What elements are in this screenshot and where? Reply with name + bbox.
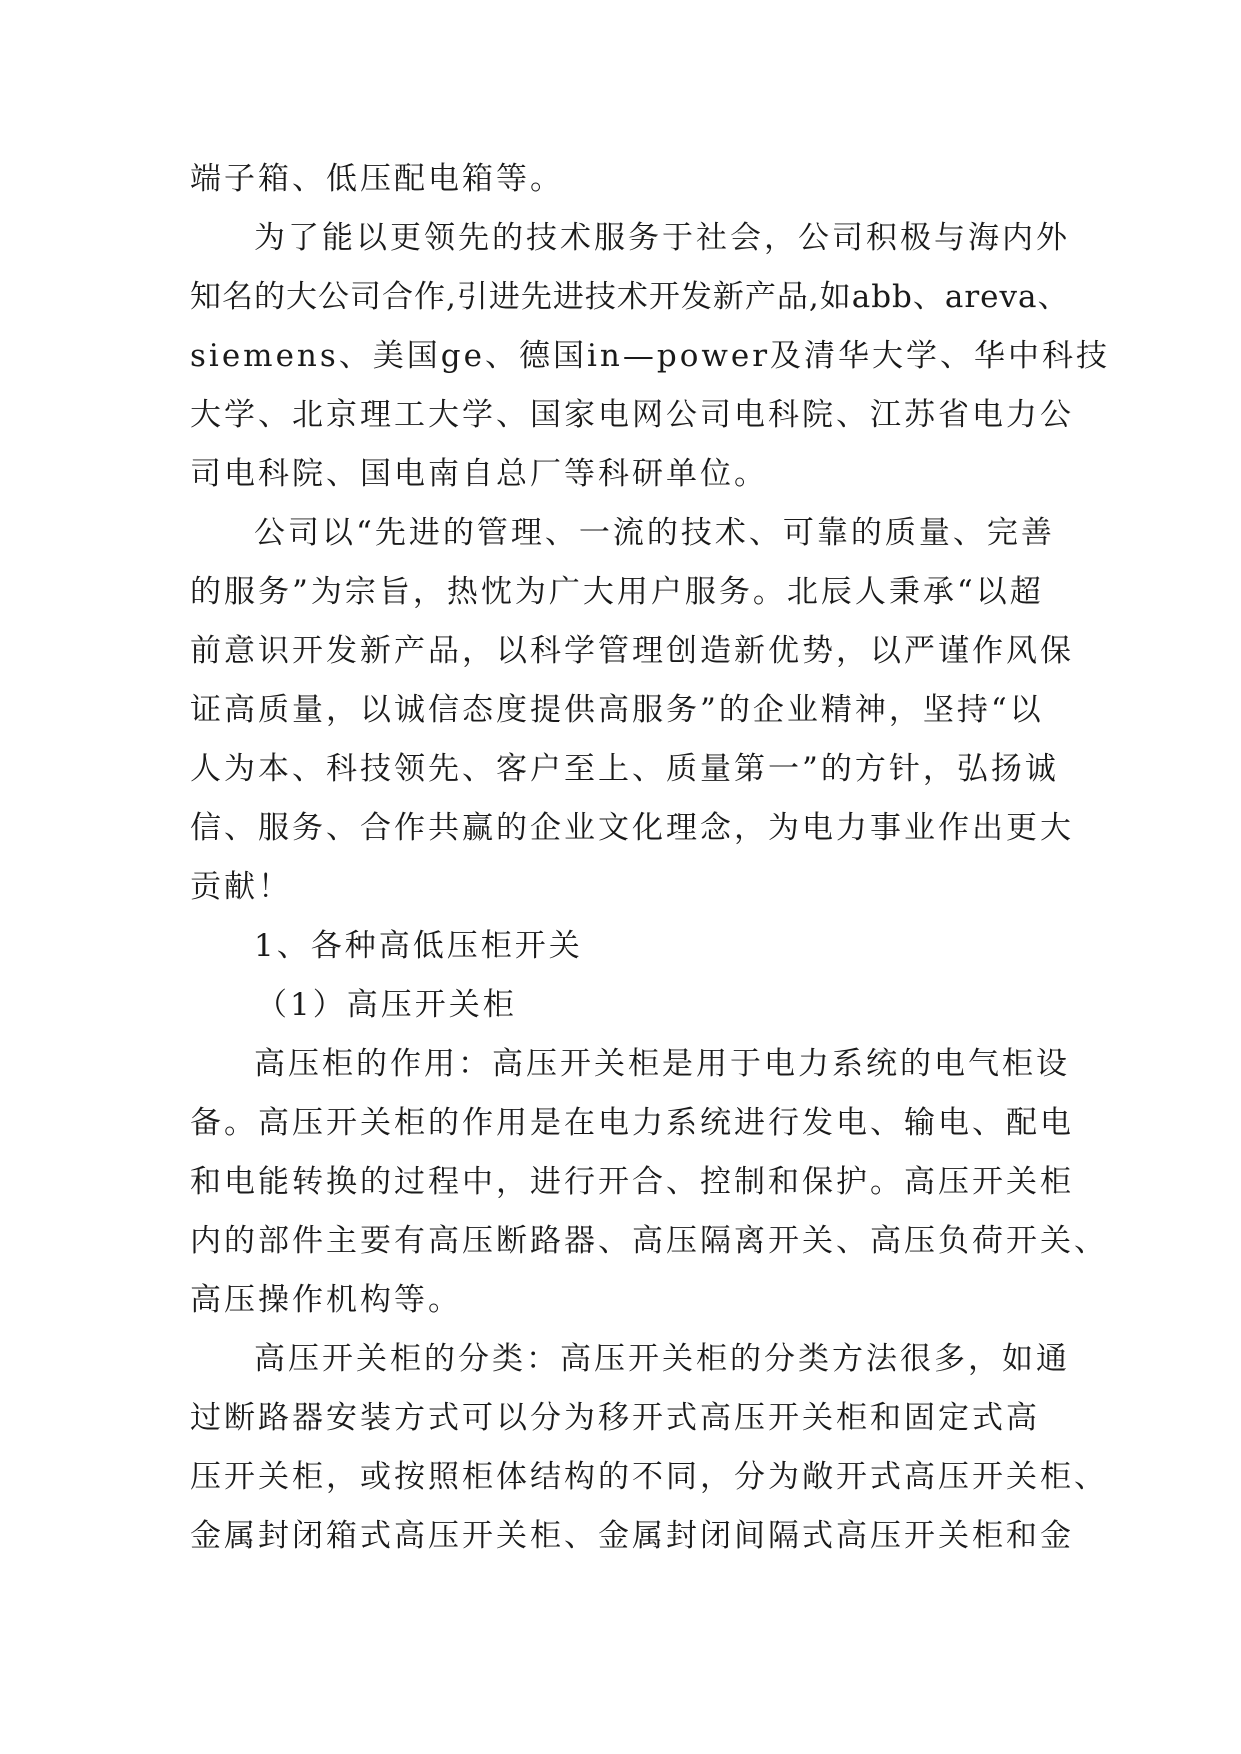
- text-line: 信、服务、合作共赢的企业文化理念，为电力事业作出更大: [190, 810, 1074, 846]
- section-heading: 1、各种高低压柜开关: [254, 928, 583, 964]
- text-line: 知名的大公司合作,引进先进技术开发新产品,如abb、areva、: [190, 279, 1070, 315]
- text-line: 端子箱、低压配电箱等。: [190, 161, 564, 197]
- paragraph-start: 为了能以更领先的技术服务于社会，公司积极与海内外: [254, 220, 1070, 256]
- text-line: 司电科院、国电南自总厂等科研单位。: [190, 456, 768, 492]
- text-line: 贡献！: [190, 869, 292, 905]
- text-line: 前意识开发新产品，以科学管理创造新优势，以严谨作风保: [190, 633, 1074, 669]
- text-line: 和电能转换的过程中，进行开合、控制和保护。高压开关柜: [190, 1164, 1074, 1200]
- text-line: 的服务”为宗旨，热忱为广大用户服务。北辰人秉承“以超: [190, 574, 1044, 610]
- paragraph-start: 高压开关柜的分类：高压开关柜的分类方法很多，如通: [254, 1341, 1070, 1377]
- paragraph-start: 高压柜的作用：高压开关柜是用于电力系统的电气柜设: [254, 1046, 1070, 1082]
- text-line: 人为本、科技领先、客户至上、质量第一”的方针，弘扬诚: [190, 751, 1059, 787]
- text-line: 过断路器安装方式可以分为移开式高压开关柜和固定式高: [190, 1400, 1040, 1436]
- text-line: 金属封闭箱式高压开关柜、金属封闭间隔式高压开关柜和金: [190, 1518, 1074, 1554]
- text-line: 备。高压开关柜的作用是在电力系统进行发电、输电、配电: [190, 1105, 1074, 1141]
- text-line: 证高质量，以诚信态度提供高服务”的企业精神，坚持“以: [190, 692, 1044, 728]
- subsection-heading: （1）高压开关柜: [256, 987, 517, 1023]
- text-line: siemens、美国ge、德国in—power及清华大学、华中科技: [190, 338, 1111, 374]
- document-body: [190, 150, 1111, 1566]
- paragraph-start: 公司以“先进的管理、一流的技术、可靠的质量、完善: [254, 515, 1055, 551]
- text-line: 高压操作机构等。: [190, 1282, 462, 1318]
- text-line: 压开关柜，或按照柜体结构的不同，分为敞开式高压开关柜、: [190, 1459, 1108, 1495]
- text-line: 大学、北京理工大学、国家电网公司电科院、江苏省电力公: [190, 397, 1074, 433]
- text-line: 内的部件主要有高压断路器、高压隔离开关、高压负荷开关、: [190, 1223, 1108, 1259]
